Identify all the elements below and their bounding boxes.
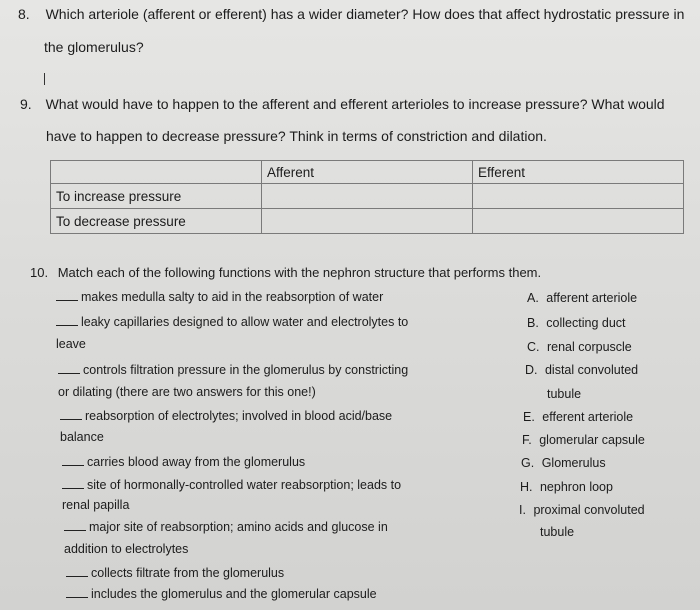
question-text: Match each of the following functions with the nephron structure that performs them.	[57, 265, 542, 280]
match-item-text: includes the glomerulus and the glomerular capsule	[91, 587, 377, 601]
option-d-cont: tubule	[547, 387, 582, 401]
option-b	[527, 315, 626, 331]
answer-blank[interactable]	[66, 566, 88, 577]
option-a	[527, 290, 637, 306]
table-header-afferent: Afferent	[262, 161, 473, 184]
match-item-cont: or dilating (there are two answers for this one!)	[58, 385, 316, 399]
table-header-cell	[51, 161, 262, 184]
option-h	[520, 479, 613, 495]
afferent-cell[interactable]	[262, 184, 473, 209]
match-item	[62, 454, 305, 470]
match-item	[60, 408, 392, 424]
match-item-text: reabsorption of electrolytes; involved in blood acid/base	[85, 409, 393, 423]
answer-blank[interactable]	[64, 520, 86, 531]
match-item-text: site of hormonally-controlled water reabsorption; leads to	[87, 478, 402, 492]
pressure-table	[50, 160, 684, 234]
answer-blank[interactable]	[58, 363, 80, 374]
match-item	[66, 586, 377, 602]
option-text: distal convoluted	[544, 363, 639, 377]
match-item-text: leaky capillaries designed to allow water and electrolytes to	[81, 315, 409, 329]
option-letter: G.	[521, 456, 535, 470]
answer-blank[interactable]	[56, 315, 78, 326]
match-item	[66, 565, 284, 581]
option-letter: B.	[527, 316, 539, 330]
match-item-text: controls filtration pressure in the glomerulus by constricting	[83, 363, 409, 377]
question-9	[20, 95, 665, 113]
option-d	[525, 362, 638, 378]
option-f	[522, 432, 645, 448]
question-text: What would have to happen to the afferent and efferent arterioles to increase pressure? What would	[45, 96, 665, 112]
table-row	[51, 184, 684, 209]
question-number: 9.	[20, 96, 32, 112]
match-item-text: major site of reabsorption; amino acids and glucose in	[89, 520, 388, 534]
table-header-efferent: Efferent	[473, 161, 684, 184]
answer-blank[interactable]	[62, 478, 84, 489]
option-letter: D.	[525, 363, 538, 377]
match-item	[56, 314, 408, 330]
option-i-cont: tubule	[540, 525, 575, 539]
match-item	[64, 519, 388, 535]
match-item-cont: balance	[60, 430, 104, 444]
question-text: Which arteriole (afferent or efferent) has a wider diameter? How does that affect hydrostatic pressure in	[45, 6, 685, 22]
match-item	[56, 289, 383, 305]
option-letter: I.	[519, 503, 526, 517]
table-row	[51, 209, 684, 234]
answer-blank[interactable]	[66, 587, 88, 598]
question-number: 8.	[18, 6, 30, 22]
question-9-line2: have to happen to decrease pressure? Think in terms of constriction and dilation.	[46, 128, 547, 144]
match-item-cont: leave	[56, 337, 86, 351]
option-letter: C.	[527, 340, 540, 354]
option-e	[523, 409, 633, 425]
match-item	[58, 362, 408, 378]
question-8-line2: the glomerulus?	[44, 39, 144, 55]
match-item-cont: renal papilla	[62, 498, 130, 512]
question-10	[30, 264, 541, 282]
table-header-row	[51, 161, 684, 184]
option-text: Glomerulus	[541, 456, 606, 470]
answer-blank[interactable]	[62, 455, 84, 466]
option-letter: F.	[522, 433, 532, 447]
question-number: 10.	[30, 265, 49, 280]
efferent-cell[interactable]	[473, 184, 684, 209]
efferent-cell[interactable]	[473, 209, 684, 234]
option-letter: A.	[527, 291, 539, 305]
text-cursor	[44, 73, 45, 85]
option-text: renal corpuscle	[546, 340, 632, 354]
answer-blank[interactable]	[56, 290, 78, 301]
option-letter: E.	[523, 410, 535, 424]
option-text: collecting duct	[546, 316, 626, 330]
option-text: glomerular capsule	[539, 433, 645, 447]
option-letter: H.	[520, 480, 533, 494]
match-item-text: collects filtrate from the glomerulus	[91, 566, 285, 580]
answer-blank[interactable]	[60, 409, 82, 420]
row-label: To decrease pressure	[51, 209, 262, 234]
row-label: To increase pressure	[51, 184, 262, 209]
match-item-text: carries blood away from the glomerulus	[87, 455, 306, 469]
match-item	[62, 477, 401, 493]
match-item-cont: addition to electrolytes	[64, 542, 189, 556]
question-8	[18, 5, 684, 23]
option-text: efferent arteriole	[542, 410, 634, 424]
option-text: proximal convoluted	[533, 503, 645, 517]
option-text: nephron loop	[539, 480, 613, 494]
option-i	[519, 502, 645, 518]
match-item-text: makes medulla salty to aid in the reabsorption of water	[81, 290, 384, 304]
option-c	[527, 339, 632, 355]
afferent-cell[interactable]	[262, 209, 473, 234]
option-g	[521, 455, 606, 471]
option-text: afferent arteriole	[546, 291, 638, 305]
